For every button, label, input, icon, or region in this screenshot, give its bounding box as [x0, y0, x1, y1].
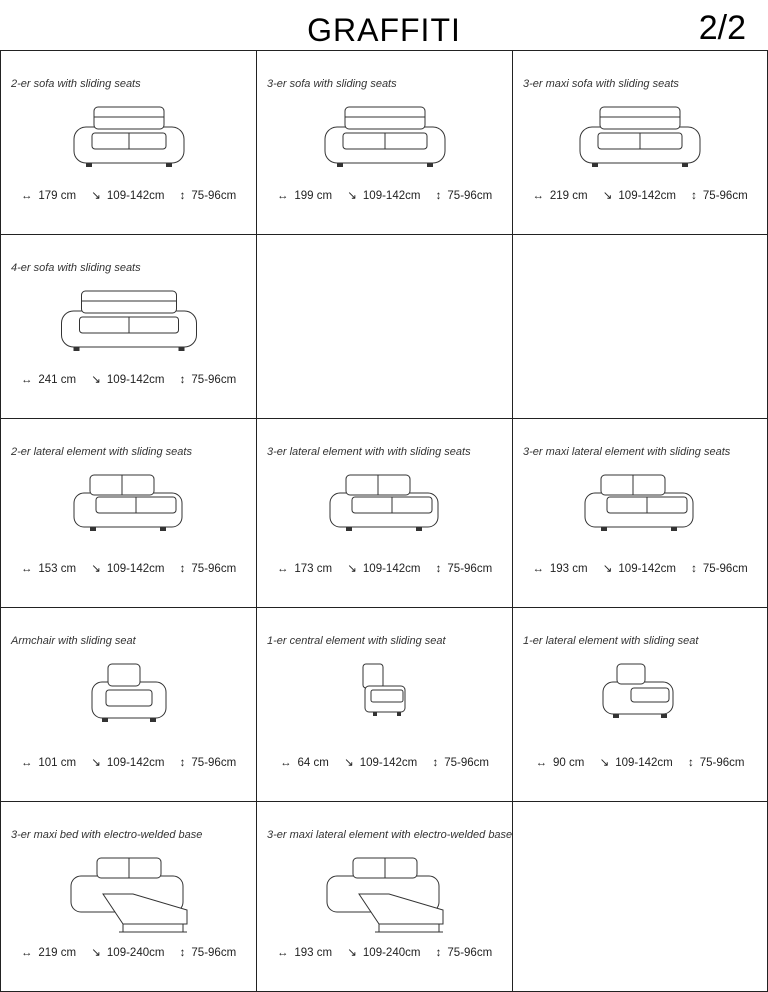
- depth-value: 109-142cm: [359, 757, 418, 769]
- depth-arrow-icon: ↘: [347, 190, 357, 202]
- sofa-illustration: [84, 656, 174, 731]
- height-arrow-icon: ↕: [435, 190, 442, 202]
- sofa-illustration: [63, 850, 195, 941]
- depth-arrow-icon: ↘: [599, 757, 610, 769]
- height-arrow-icon: ↕: [179, 374, 186, 386]
- empty-cell: [512, 801, 768, 992]
- product-name: 3-er maxi bed with electro-welded base: [11, 829, 203, 841]
- grid-row: [0, 607, 768, 801]
- height-value: 75-96cm: [447, 947, 493, 959]
- width-value: 179 cm: [38, 190, 77, 202]
- product-name: Armchair with sliding seat: [11, 635, 136, 647]
- sofa-illustration: [345, 656, 425, 725]
- height-value: 75-96cm: [191, 374, 237, 386]
- product-cell: [256, 418, 512, 607]
- depth-arrow-icon: ↘: [91, 757, 101, 769]
- depth-value: 109-142cm: [106, 757, 165, 769]
- product-name: 2-er lateral element with sliding seats: [11, 446, 192, 458]
- dimensions: [257, 561, 512, 575]
- product-cell: [256, 607, 512, 801]
- width-value: 193 cm: [549, 563, 588, 575]
- product-cell: [256, 50, 512, 234]
- product-grid: [0, 50, 768, 992]
- width-value: 199 cm: [294, 190, 333, 202]
- width-arrow-icon: ↔: [535, 757, 548, 769]
- depth-arrow-icon: ↘: [347, 947, 357, 959]
- sofa-illustration: [64, 467, 194, 540]
- product-name: 2-er sofa with sliding seats: [11, 78, 141, 90]
- sofa-illustration: [320, 467, 450, 540]
- width-value: 101 cm: [38, 757, 77, 769]
- product-cell: [512, 418, 768, 607]
- depth-arrow-icon: ↘: [91, 947, 101, 959]
- sofa-illustration: [595, 656, 685, 727]
- height-value: 75-96cm: [447, 190, 493, 202]
- height-arrow-icon: ↕: [179, 947, 186, 959]
- height-arrow-icon: ↕: [435, 563, 442, 575]
- height-arrow-icon: ↕: [435, 947, 442, 959]
- height-value: 75-96cm: [702, 563, 748, 575]
- sofa-illustration: [570, 99, 710, 176]
- empty-cell: [512, 234, 768, 418]
- depth-arrow-icon: ↘: [91, 563, 101, 575]
- page-title: GRAFFITI: [307, 12, 461, 48]
- width-arrow-icon: ↔: [20, 757, 33, 769]
- dimensions: [1, 188, 256, 202]
- height-value: 75-96cm: [191, 947, 237, 959]
- dimensions: [1, 561, 256, 575]
- product-cell: [512, 607, 768, 801]
- sofa-illustration: [575, 467, 705, 540]
- dimensions: [1, 945, 256, 959]
- depth-arrow-icon: ↘: [602, 190, 613, 202]
- product-name: 3-er maxi sofa with sliding seats: [523, 78, 679, 90]
- height-arrow-icon: ↕: [179, 757, 186, 769]
- depth-arrow-icon: ↘: [347, 563, 357, 575]
- height-value: 75-96cm: [447, 563, 493, 575]
- dimensions: [513, 561, 767, 575]
- height-arrow-icon: ↕: [691, 190, 697, 202]
- width-value: 90 cm: [553, 757, 585, 769]
- height-arrow-icon: ↕: [432, 757, 439, 769]
- grid-row: [0, 801, 768, 992]
- width-value: 241 cm: [38, 374, 77, 386]
- height-value: 75-96cm: [191, 757, 237, 769]
- width-arrow-icon: ↔: [20, 190, 33, 202]
- height-value: 75-96cm: [702, 190, 748, 202]
- depth-value: 109-142cm: [106, 374, 165, 386]
- depth-value: 109-142cm: [362, 563, 421, 575]
- width-arrow-icon: ↔: [20, 374, 33, 386]
- height-value: 75-96cm: [699, 757, 745, 769]
- dimensions: [513, 188, 767, 202]
- dimensions: [513, 755, 767, 769]
- depth-value: 109-142cm: [106, 563, 165, 575]
- depth-value: 109-240cm: [106, 947, 165, 959]
- height-arrow-icon: ↕: [179, 190, 186, 202]
- width-arrow-icon: ↔: [20, 947, 33, 959]
- grid-row: [0, 418, 768, 607]
- depth-value: 109-142cm: [106, 190, 165, 202]
- sofa-illustration: [315, 99, 455, 176]
- product-cell: [0, 801, 256, 992]
- product-cell: [256, 801, 512, 992]
- dimensions: [257, 945, 512, 959]
- depth-arrow-icon: ↘: [91, 190, 101, 202]
- width-value: 193 cm: [294, 947, 333, 959]
- height-value: 75-96cm: [444, 757, 489, 769]
- width-arrow-icon: ↔: [532, 190, 544, 202]
- page-number: 2/2: [698, 9, 746, 47]
- width-value: 64 cm: [297, 757, 329, 769]
- width-value: 219 cm: [38, 947, 77, 959]
- width-value: 173 cm: [294, 563, 333, 575]
- width-arrow-icon: ↔: [276, 190, 289, 202]
- width-arrow-icon: ↔: [276, 947, 289, 959]
- depth-arrow-icon: ↘: [91, 374, 101, 386]
- width-arrow-icon: ↔: [20, 563, 33, 575]
- depth-value: 109-142cm: [362, 190, 421, 202]
- product-cell: [0, 418, 256, 607]
- width-arrow-icon: ↔: [280, 757, 292, 769]
- product-cell: [0, 50, 256, 234]
- height-arrow-icon: ↕: [687, 757, 694, 769]
- grid-row: [0, 50, 768, 234]
- width-value: 219 cm: [549, 190, 588, 202]
- empty-cell: [256, 234, 512, 418]
- width-arrow-icon: ↔: [532, 563, 544, 575]
- depth-arrow-icon: ↘: [602, 563, 613, 575]
- product-cell: [512, 50, 768, 234]
- sofa-illustration: [64, 99, 194, 176]
- sofa-illustration: [51, 283, 206, 360]
- height-value: 75-96cm: [191, 190, 237, 202]
- depth-value: 109-240cm: [362, 947, 421, 959]
- product-name: 3-er maxi lateral element with electro-welded base: [267, 829, 513, 841]
- product-name: 3-er lateral element with with sliding seats: [267, 446, 471, 458]
- sofa-illustration: [319, 850, 451, 941]
- product-name: 1-er lateral element with sliding seat: [523, 635, 699, 647]
- height-value: 75-96cm: [191, 563, 237, 575]
- product-cell: [0, 607, 256, 801]
- width-arrow-icon: ↔: [276, 563, 289, 575]
- dimensions: [257, 188, 512, 202]
- grid-row: [0, 234, 768, 418]
- product-name: 3-er sofa with sliding seats: [267, 78, 397, 90]
- depth-value: 109-142cm: [615, 757, 673, 769]
- width-value: 153 cm: [38, 563, 77, 575]
- height-arrow-icon: ↕: [691, 563, 697, 575]
- product-name: 4-er sofa with sliding seats: [11, 262, 141, 274]
- product-cell: [0, 234, 256, 418]
- depth-value: 109-142cm: [618, 563, 676, 575]
- dimensions: [257, 755, 512, 769]
- depth-arrow-icon: ↘: [344, 757, 354, 769]
- dimensions: [1, 372, 256, 386]
- dimensions: [1, 755, 256, 769]
- depth-value: 109-142cm: [618, 190, 676, 202]
- product-name: 1-er central element with sliding seat: [267, 635, 446, 647]
- height-arrow-icon: ↕: [179, 563, 186, 575]
- product-name: 3-er maxi lateral element with sliding seats: [523, 446, 731, 458]
